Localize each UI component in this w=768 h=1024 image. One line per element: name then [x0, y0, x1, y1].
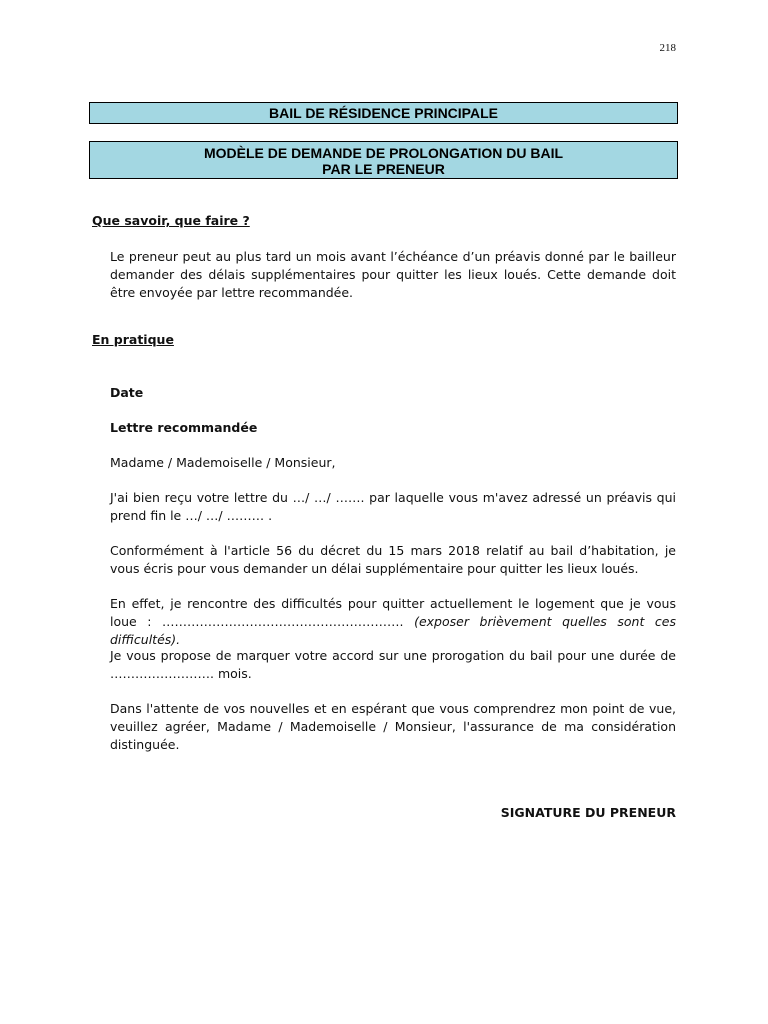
main-title: BAIL DE RÉSIDENCE PRINCIPALE: [269, 105, 498, 121]
letter-registered: Lettre recommandée: [110, 420, 258, 435]
letter-paragraph-3-hint: (exposer brièvement quelles sont ces difficultés).: [110, 614, 676, 647]
intro-paragraph: Le preneur peut au plus tard un mois avant l’échéance d’un préavis donné par le bailleur demander des délais supplémentaires pour quitter les lieux loués. Cette demande doit être envoyée par lettre recommandée.: [110, 249, 676, 300]
letter-paragraph-3: [110, 595, 676, 649]
letter-paragraph-5: Dans l'attente de vos nouvelles et en espérant que vous comprendrez mon point de vue, veuillez agréer, Madame / Mademoiselle / Monsieur, l'assurance de ma considération distinguée.: [110, 701, 676, 752]
main-title-box: [89, 102, 678, 124]
signature-label: SIGNATURE DU PRENEUR: [500, 805, 676, 820]
letter-paragraph-4: Je vous propose de marquer votre accord sur une prorogation du bail pour une durée de ……………………. mois.: [110, 648, 676, 681]
section-heading-que-savoir: Que savoir, que faire ?: [92, 213, 250, 228]
section-heading-en-pratique: En pratique: [92, 332, 174, 347]
letter-salutation: Madame / Mademoiselle / Monsieur,: [110, 455, 336, 470]
letter-paragraph-1: J'ai bien reçu votre lettre du …/ …/ ……. par laquelle vous m'avez adressé un préavis qui prend fin le …/ …/ ……… .: [110, 490, 676, 523]
letter-paragraph-3-text: En effet, je rencontre des difficultés pour quitter actuellement le logement que je vous loue : ………………………………………………….: [110, 596, 676, 629]
subtitle-line-1: MODÈLE DE DEMANDE DE PROLONGATION DU BAIL: [203, 145, 564, 161]
letter-date: Date: [110, 385, 144, 400]
page-number: 218: [659, 42, 676, 54]
subtitle-box: [89, 141, 678, 179]
letter-paragraph-2: Conformément à l'article 56 du décret du 15 mars 2018 relatif au bail d’habitation, je vous écris pour vous demander un délai supplémentaire pour quitter les lieux loués.: [110, 543, 676, 576]
subtitle-line-2: PAR LE PRENEUR: [322, 161, 445, 177]
